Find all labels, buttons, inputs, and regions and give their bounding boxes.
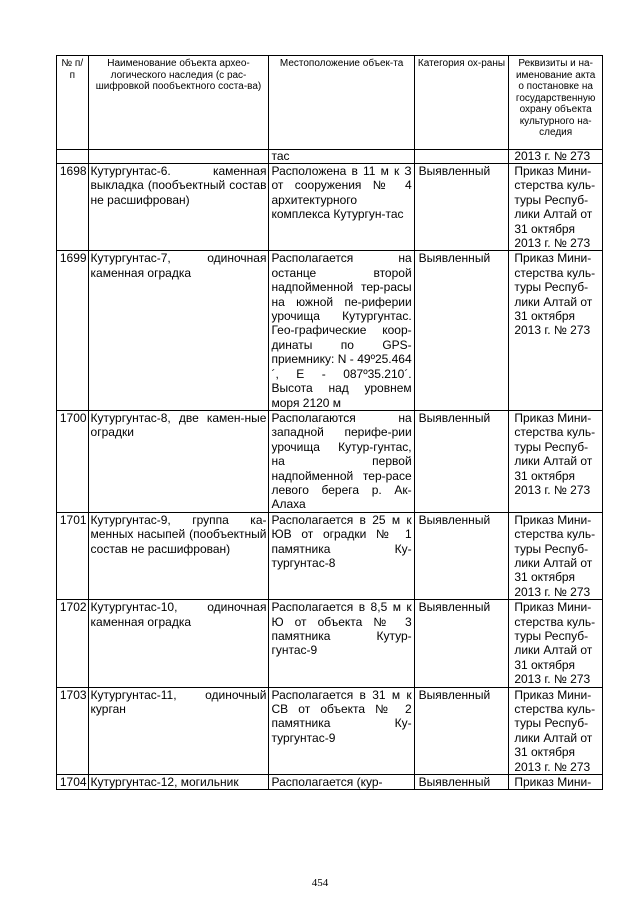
cell-name: Кутургунтас-12, могильник [88,775,269,790]
cell-requisites: Приказ Мини-стерства куль-туры Респуб-лики Алтай от 31 октября 2013 г. № 273 [509,164,603,251]
cell-num: 1698 [57,164,89,251]
table-row [57,251,603,410]
cell-num: 1699 [57,251,89,410]
cell-location: Располагаются на западной перифе-рии урочища Кутур-гунтас, на первой надпойменной тер-расе левого берега р. Ак-Алаха [269,410,414,512]
header-name: Наименование объекта архео-логического наследия (с рас-шифровкой пообъектного соста-ва) [88,56,269,150]
cell-name: Кутургунтас-8, две камен-ные оградки [88,410,269,512]
header-num: № п/п [57,56,89,150]
cell-category: Выявленный [414,775,509,790]
table-row [57,164,603,251]
cell-num: 1703 [57,687,89,774]
cell-requisites: Приказ Мини- [509,775,603,790]
header-location: Местоположение объек-та [269,56,414,150]
cell-location: Располагается на останце второй надпойменной тер-расы на южной пе-риферии урочища Кутургунтас. Гео-графические коор-динаты по GPS-приемнику: N - 49º25.464´, E - 087º35.210´. Высота над уровнем моря 2120 м [269,251,414,410]
header-category: Категория ох-раны [414,56,509,150]
cell-location: Располагается в 8,5 м к Ю от объекта № 3 памятника Кутур-гунтас-9 [269,600,414,687]
cell-location: тас [269,150,414,164]
cell-requisites: Приказ Мини-стерства куль-туры Респуб-лики Алтай от 31 октября 2013 г. № 273 [509,251,603,410]
table-row-continuation [57,150,603,164]
table-header-row [57,56,603,150]
cell-category: Выявленный [414,164,509,251]
cell-requisites: Приказ Мини-стерства куль-туры Респуб-лики Алтай от 31 октября 2013 г. № 273 [509,512,603,599]
cell-location: Располагается (кур- [269,775,414,790]
cell-requisites: Приказ Мини-стерства куль-туры Респуб-лики Алтай от 31 октября 2013 г. № 273 [509,410,603,512]
table-row [57,687,603,774]
header-requisites: Реквизиты и на-именование акта о постановке на государственную охрану объекта культурного на-следия [509,56,603,150]
cell-name [88,150,269,164]
cell-requisites: Приказ Мини-стерства куль-туры Респуб-лики Алтай от 31 октября 2013 г. № 273 [509,687,603,774]
table-row [57,600,603,687]
cell-name: Кутургунтас-9, группа ка-менных насыпей (пообъектный состав не расшифрован) [88,512,269,599]
cell-category: Выявленный [414,410,509,512]
cell-num: 1704 [57,775,89,790]
cell-location: Располагается в 31 м к СВ от объекта № 2 памятника Ку-тургунтас-9 [269,687,414,774]
cell-name: Кутургунтас-7, одиночная каменная оградка [88,251,269,410]
cell-num [57,150,89,164]
cell-category: Выявленный [414,251,509,410]
cell-location: Располагается в 25 м к ЮВ от оградки № 1 памятника Ку-тургунтас-8 [269,512,414,599]
cell-name: Кутургунтас-6. каменная выкладка (пообъектный состав не расшифрован) [88,164,269,251]
cell-category [414,150,509,164]
cell-name: Кутургунтас-10, одиночная каменная оградка [88,600,269,687]
page-number: 454 [311,877,329,889]
table-row [57,512,603,599]
cell-requisites: 2013 г. № 273 [509,150,603,164]
cell-name: Кутургунтас-11, одиночный курган [88,687,269,774]
cell-num: 1700 [57,410,89,512]
table-row [57,410,603,512]
cell-requisites: Приказ Мини-стерства куль-туры Респуб-лики Алтай от 31 октября 2013 г. № 273 [509,600,603,687]
cell-category: Выявленный [414,512,509,599]
cell-category: Выявленный [414,600,509,687]
cell-location: Расположена в 11 м к З от сооружения № 4 архитектурного комплекса Кутургун-тас [269,164,414,251]
monuments-table [56,55,603,790]
table-row [57,775,603,790]
cell-num: 1702 [57,600,89,687]
cell-category: Выявленный [414,687,509,774]
cell-num: 1701 [57,512,89,599]
